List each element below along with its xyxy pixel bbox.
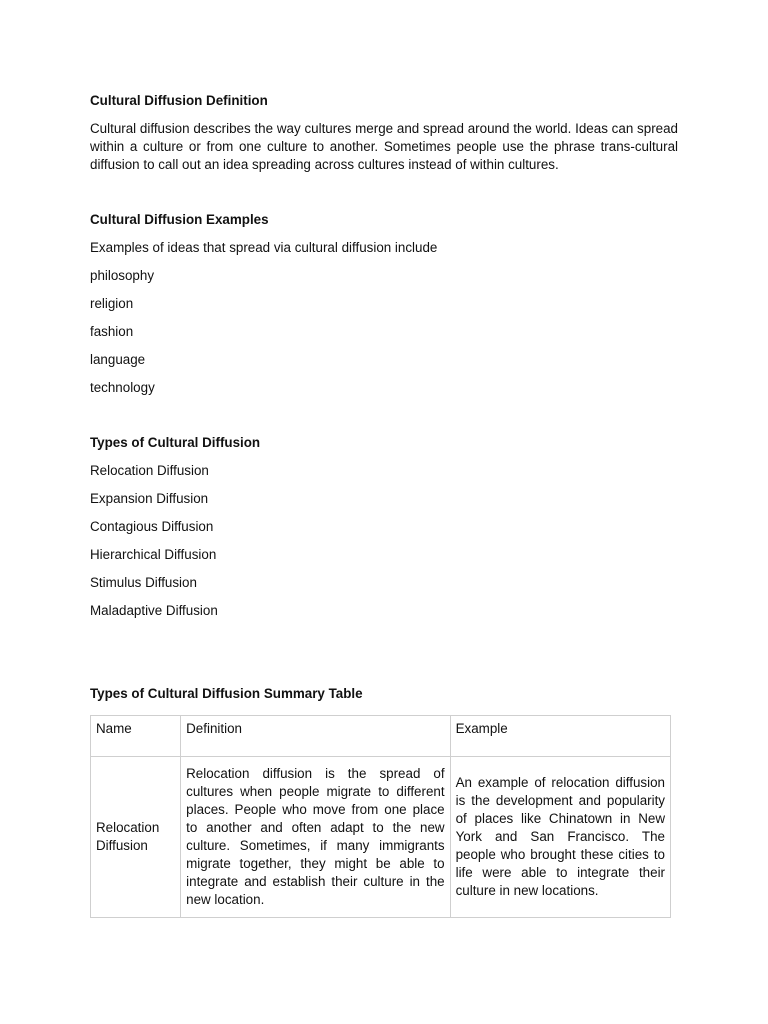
type-item: Relocation Diffusion: [90, 463, 209, 478]
example-item: philosophy: [90, 268, 155, 283]
example-item: technology: [90, 380, 155, 395]
types-heading: Types of Cultural Diffusion: [90, 435, 261, 450]
example-item: fashion: [90, 324, 134, 339]
example-item: language: [90, 352, 146, 367]
type-item: Hierarchical Diffusion: [90, 547, 217, 562]
column-header-definition: Definition: [181, 716, 450, 757]
column-header-name: Name: [91, 716, 181, 757]
definition-heading: Cultural Diffusion Definition: [90, 93, 268, 108]
example-item: religion: [90, 296, 134, 311]
column-header-example: Example: [450, 716, 670, 757]
examples-heading: Cultural Diffusion Examples: [90, 212, 269, 227]
table-header-row: [91, 716, 671, 757]
document-page: [90, 92, 678, 918]
cell-definition: Relocation diffusion is the spread of cultures when people migrate to different places. People who move from one place to another and often adapt to the new culture. Sometimes, if many immigrants migrate together, they might be able to integrate and establish their culture in the new location.: [181, 757, 450, 918]
cell-example: An example of relocation diffusion is the development and popularity of places like Chinatown in New York and San Francisco. The people who brought these cities to life were able to integrate their culture in new locations.: [450, 757, 670, 918]
type-item: Expansion Diffusion: [90, 491, 209, 506]
examples-intro: Examples of ideas that spread via cultural diffusion include: [90, 240, 438, 255]
type-item: Stimulus Diffusion: [90, 575, 197, 590]
summary-table-heading: Types of Cultural Diffusion Summary Table: [90, 686, 363, 701]
cell-name: Relocation Diffusion: [91, 757, 181, 918]
type-item: Maladaptive Diffusion: [90, 603, 218, 618]
table-row: [91, 757, 671, 918]
type-item: Contagious Diffusion: [90, 519, 214, 534]
definition-text: Cultural diffusion describes the way cultures merge and spread around the world. Ideas can spread within a culture or from one culture to another. Sometimes people use the phrase trans-cultural diffusion to call out an idea spreading across cultures instead of within cultures.: [90, 121, 678, 172]
summary-table: [90, 715, 671, 918]
